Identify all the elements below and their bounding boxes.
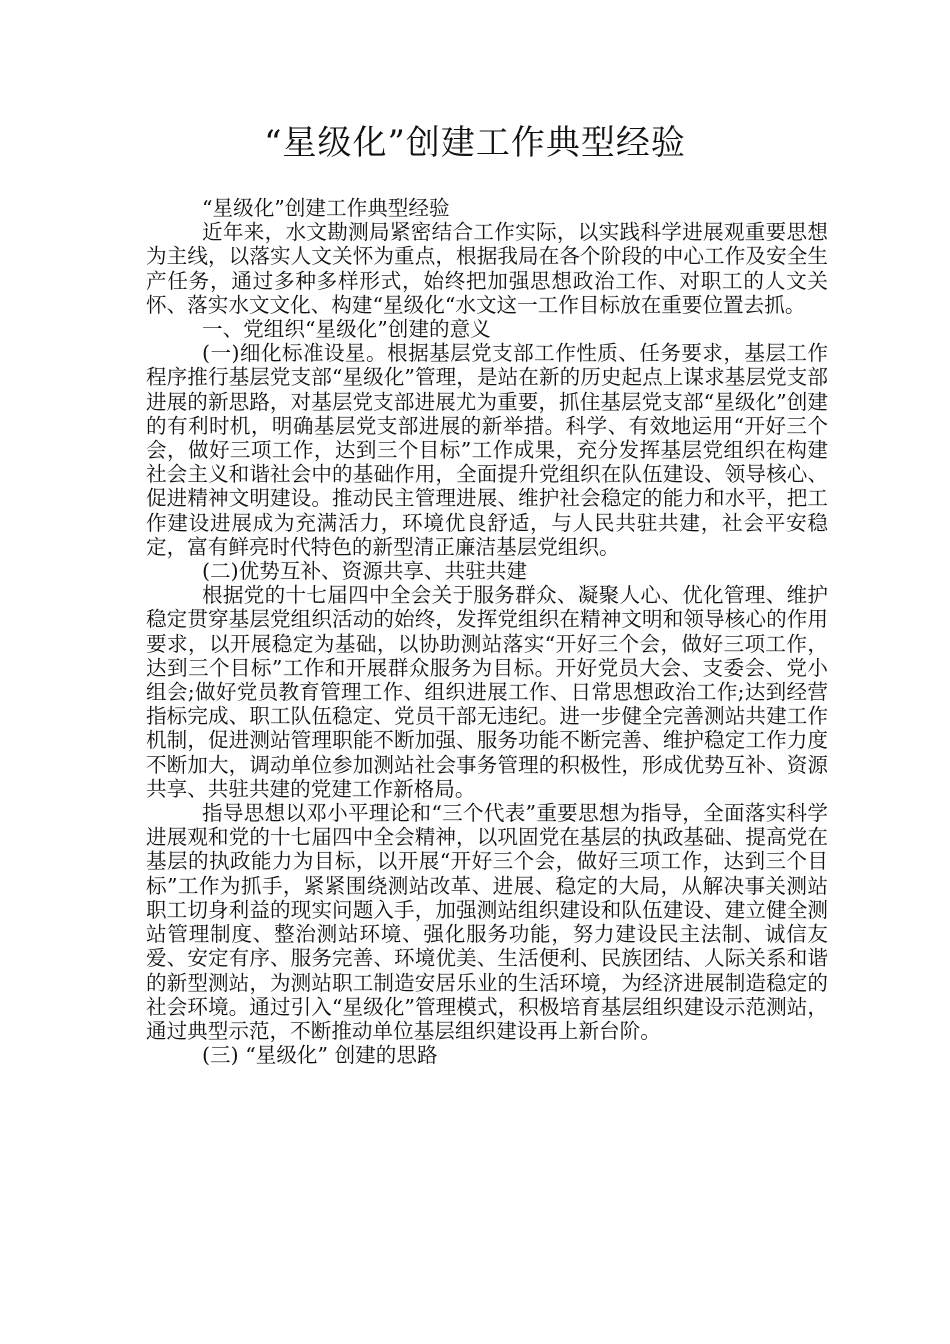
- subsection-heading-2: (二)优势互补、资源共享、共驻共建: [202, 559, 527, 584]
- subtitle-line: “星级化”创建工作典型经验: [202, 196, 450, 220]
- document-title: “星级化”创建工作典型经验: [264, 123, 686, 163]
- intro-paragraph: 近年来，水文勘测局紧密结合工作实际，以实践科学进展观重要思想为主线，以落实人文关怀为重点，根据我局在各个阶段的中心工作及安全生产任务，通过多种多样形式，始终把加强思想政治工作、对职工的人文关怀、落实水文文化、构建“星级化“水文这一工作目标放在重要位置去抓。: [146, 220, 828, 317]
- paragraph-guiding-ideology: 指导思想以邓小平理论和“三个代表”重要思想为指导，全面落实科学进展观和党的十七届四中全会精神，以巩固党在基层的执政基础、提高党在基层的执政能力为目标，以开展“开好三个会，做好三项工作，达到三个目标”工作为抓手，紧紧围绕测站改革、进展、稳定的大局，从解决事关测站职工切身利益的现实问题入手，加强测站组织建设和队伍建设、建立健全测站管理制度、整治测站环境、强化服务功能，努力建设民主法制、诚信友爱、安定有序、服务完善、环境优美、生活便利、民族团结、人际关系和谐的新型测站，为测站职工制造安居乐业的生活环境，为经济进展制造稳定的社会环境。通过引入“星级化”管理模式，积极培育基层组织建设示范测站，通过典型示范，不断推动单位基层组织建设再上新台阶。: [146, 801, 828, 1043]
- subsection-heading-3: (三) “星级化” 创建的思路: [202, 1043, 438, 1068]
- section-heading-1: 一、党组织“星级化”创建的意义: [202, 317, 491, 342]
- paragraph-complement: 根据党的十七届四中全会关于服务群众、凝聚人心、优化管理、维护稳定贯穿基层党组织活动的始终，发挥党组织在精神文明和领导核心的作用要求，以开展稳定为基础，以协助测站落实“开好三个会，做好三项工作，达到三个目标”工作和开展群众服务为目标。开好党员大会、支委会、党小组会;做好党员教育管理工作、组织进展工作、日常思想政治工作;达到经营指标完成、职工队伍稳定、党员干部无违纪。进一步健全完善测站共建工作机制，促进测站管理职能不断加强、服务功能不断完善、维护稳定工作力度不断加大，调动单位参加测站社会事务管理的积极性，形成优势互补、资源共享、共驻共建的党建工作新格局。: [146, 583, 828, 801]
- paragraph-detail-standards: (一)细化标准设星。根据基层党支部工作性质、任务要求，基层工作程序推行基层党支部“星级化”管理，是站在新的历史起点上谋求基层党支部进展的新思路，对基层党支部进展尤为重要，抓住基层党支部“星级化”创建的有利时机，明确基层党支部进展的新举措。科学、有效地运用“开好三个会，做好三项工作，达到三个目标”工作成果，充分发挥基层党组织在构建社会主义和谐社会中的基础作用，全面提升党组织在队伍建设、领导核心、促进精神文明建设。推动民主管理进展、维护社会稳定的能力和水平，把工作建设进展成为充满活力，环境优良舒适，与人民共驻共建，社会平安稳定，富有鲜亮时代特色的新型清正廉洁基层党组织。: [146, 341, 828, 559]
- document-body: [146, 196, 828, 1067]
